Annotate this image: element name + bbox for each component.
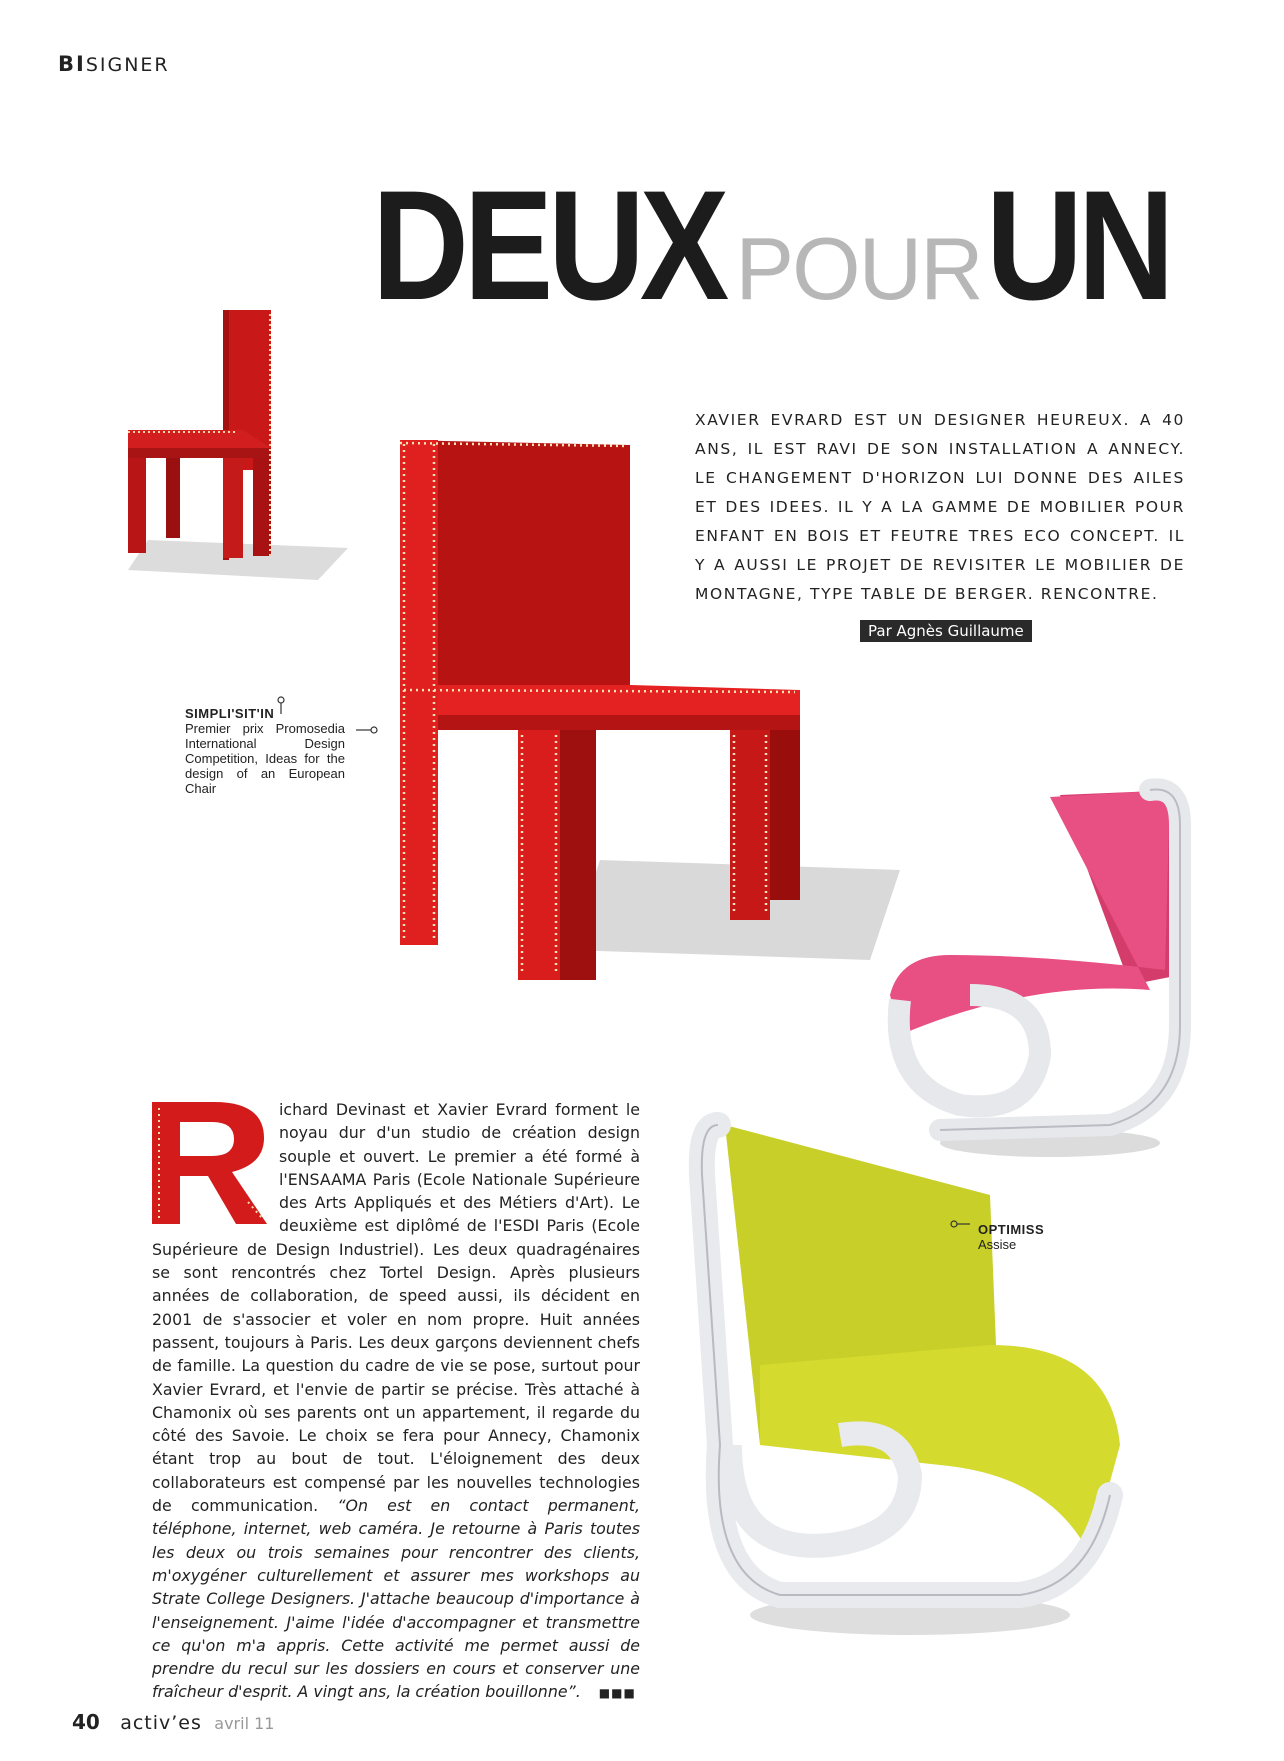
article-body	[152, 1098, 640, 1706]
small-chair-seat-edge	[128, 448, 271, 458]
caption-optimiss-text: Assise	[978, 1237, 1017, 1252]
page-number: 40	[72, 1710, 100, 1734]
large-red-chair-image	[400, 440, 820, 1000]
caption-simplisitin-name: SIMPLI'SIT'IN	[185, 706, 275, 721]
rubric-rest: SIGNER	[85, 54, 170, 76]
pink-chair-image	[880, 785, 1200, 1165]
green-chair-image	[690, 1115, 1150, 1655]
large-chair-seat-edge	[400, 715, 800, 730]
large-chair-back-leg	[730, 730, 770, 920]
large-chair-front-right-leg	[518, 730, 560, 980]
caption-simplisitin-text: Premier prix Promosedia International Design Competition, Ideas for the design of an European Chair	[185, 721, 345, 796]
green-chair-seat	[760, 1345, 1120, 1555]
small-chair-leg	[166, 458, 180, 538]
small-chair-leg	[253, 458, 271, 556]
small-red-chair-image	[118, 300, 338, 570]
rubric-bold: BI	[58, 52, 86, 76]
intro-paragraph: XAVIER EVRARD EST UN DESIGNER HEUREUX. A 40 ANS, IL EST RAVI DE SON INSTALLATION A ANNECY. LE CHANGEMENT D'HORIZON LUI DONNE DES AILES ET DES IDEES. IL Y A LA GAMME DE MOBILIER POUR ENFANT EN BOIS ET FEUTRE TRES ECO CONCEPT. IL Y A AUSSI LE PROJET DE REVISITER LE MOBILIER DE MONTAGNE, TYPE TABLE DE BERGER. RENCONTRE.	[695, 411, 1185, 603]
end-mark: ■■■	[598, 1686, 636, 1701]
article-body-text: ichard Devinast et Xavier Evrard forment le noyau dur d'un studio de création design souple et ouvert. Le premier a été formé à l'ENSAAMA Paris (Ecole Nationale Supérieure des Arts Appliqués et des Métiers d'Art). Le deuxième est diplômé de l'ESDI Paris (Ecole Supérieure de Design Industriel). Les deux quadragénaires se sont rencontrés chez Tortel Design. Après plusieurs années de collaboration, de speed aussi, ils décident en 2001 de s'associer et voler en nom propre. Huit années passent, toujours à Paris. Les deux garçons deviennent chefs de famille. La question du cadre de vie se pose, surtout pour Xavier Evrard, et l'envie de partir se précise. Très attaché à Chamonix où ses parents ont un appartement, il regarde du côté des Savoie. Le choix se fera pour Annecy, Chamonix étant trop au bout de tout. L'éloignement des deux collaborateurs est compensé par les nouvelles technologies de communication.	[152, 1100, 640, 1516]
section-rubric	[58, 52, 170, 76]
magazine-name: activ’es	[120, 1712, 202, 1734]
small-chair-leg	[128, 458, 146, 553]
issue-date: avril 11	[214, 1714, 275, 1733]
caption-optimiss-name: OPTIMISS	[978, 1222, 1045, 1237]
small-chair-leg	[223, 458, 243, 558]
large-chair-back-leg-side	[770, 730, 800, 900]
dropcap-r-icon	[152, 1102, 267, 1224]
caption-optimiss	[978, 1222, 1098, 1252]
article-quote: “On est en contact permanent, téléphone, internet, web caméra. Je retourne à Paris toutes les deux ou trois semaines pour rencontrer des clients, m'oxygéner culturellement et assurer mes workshops au Strate College Designers. J'attache beaucoup d'importance à l'enseignement. J'aime l'idée d'accompagner et transmettre ce qu'on m'a appris. Cette activité me permet aussi de prendre du recul sur les dossiers en cours et conserver une fraîcheur d'esprit. A vingt ans, la création bouillonne”.	[152, 1496, 640, 1702]
title-deux: DEUX	[372, 159, 725, 333]
title-un: UN	[985, 159, 1170, 333]
caption-pointer-icon	[276, 696, 376, 736]
large-chair-front-left-leg	[400, 440, 438, 945]
article-title	[372, 159, 1199, 333]
title-pour: POUR	[735, 219, 982, 318]
pink-chair-seat	[890, 790, 1170, 1035]
page-footer	[72, 1710, 274, 1734]
byline: Par Agnès Guillaume	[860, 620, 1032, 642]
large-chair-leg-side	[560, 730, 596, 980]
